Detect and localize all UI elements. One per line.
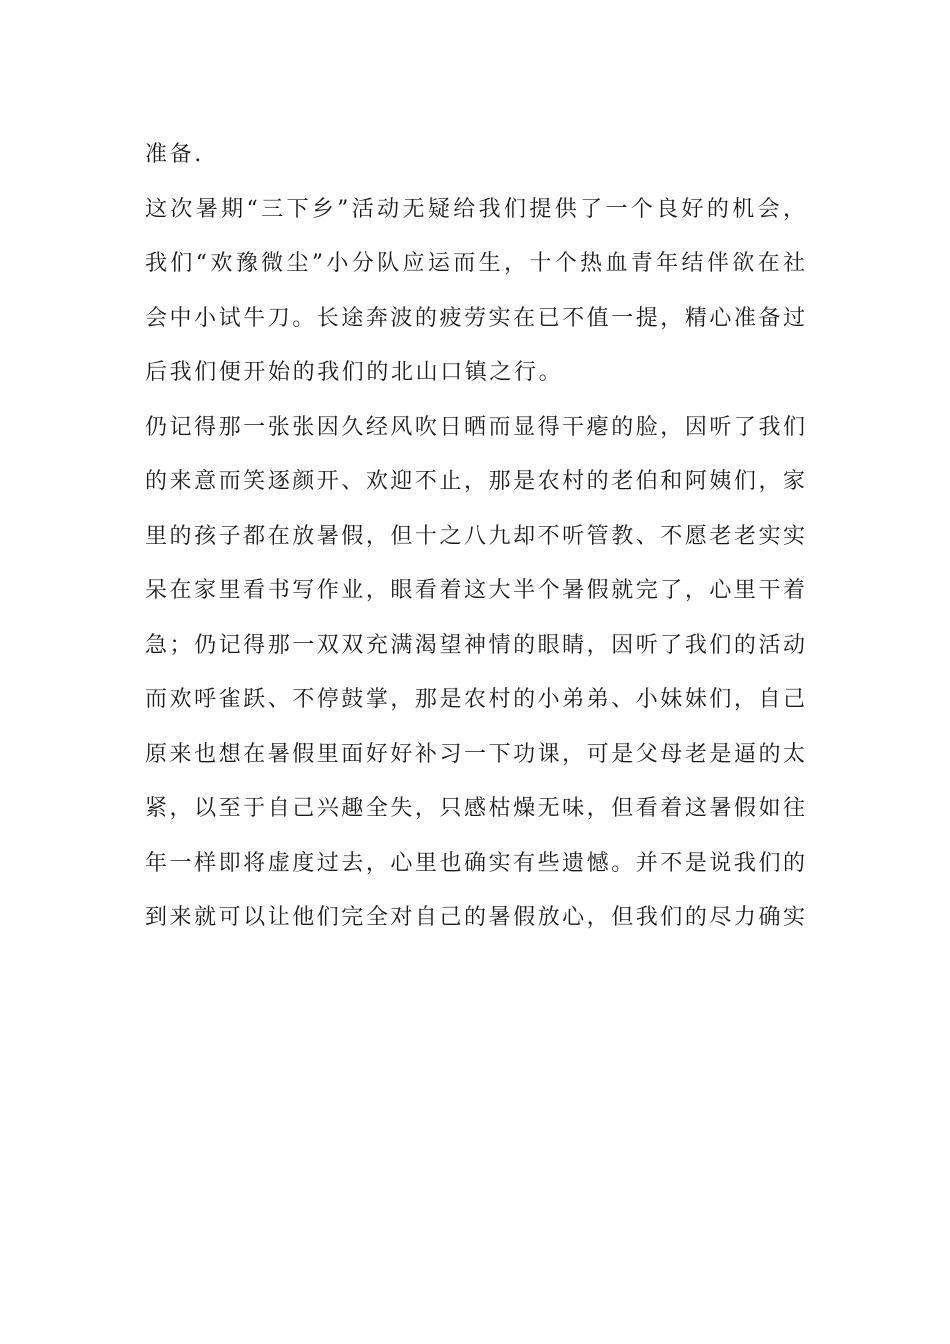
text-line: 这次暑期“三下乡”活动无疑给我们提供了一个良好的机会， [145, 196, 805, 222]
text-line: 而欢呼雀跃、不停鼓掌，那是农村的小弟弟、小妹妹们，自己 [145, 687, 805, 712]
text-line: 后我们便开始的我们的北山口镇之行。 [145, 360, 564, 385]
text-line: 的来意而笑逐颜开、欢迎不止，那是农村的老伯和阿姨们，家 [145, 469, 805, 494]
text-line: 仍记得那一张张因久经风吹日晒而显得干瘪的脸，因听了我们 [145, 414, 805, 440]
text-line: 我们“欢豫微尘”小分队应运而生，十个热血青年结伴欲在社 [145, 251, 805, 276]
text-line: 到来就可以让他们完全对自己的暑假放心，但我们的尽力确实 [145, 905, 805, 930]
text-line: 准备. [145, 142, 204, 167]
document-body [145, 128, 805, 946]
text-line: 急；仍记得那一双双充满渴望神情的眼睛，因听了我们的活动 [145, 632, 805, 658]
text-line: 年一样即将虚度过去，心里也确实有些遗憾。并不是说我们的 [145, 850, 805, 876]
text-line: 会中小试牛刀。长途奔波的疲劳实在已不值一提，精心准备过 [145, 305, 805, 331]
text-line: 紧，以至于自己兴趣全失，只感枯燥无味，但看着这暑假如往 [145, 796, 805, 821]
text-line: 里的孩子都在放暑假，但十之八九却不听管教、不愿老老实实 [145, 523, 805, 549]
text-line: 呆在家里看书写作业，眼看着这大半个暑假就完了，心里干着 [145, 578, 805, 603]
text-line: 原来也想在暑假里面好好补习一下功课，可是父母老是逼的太 [145, 741, 805, 767]
